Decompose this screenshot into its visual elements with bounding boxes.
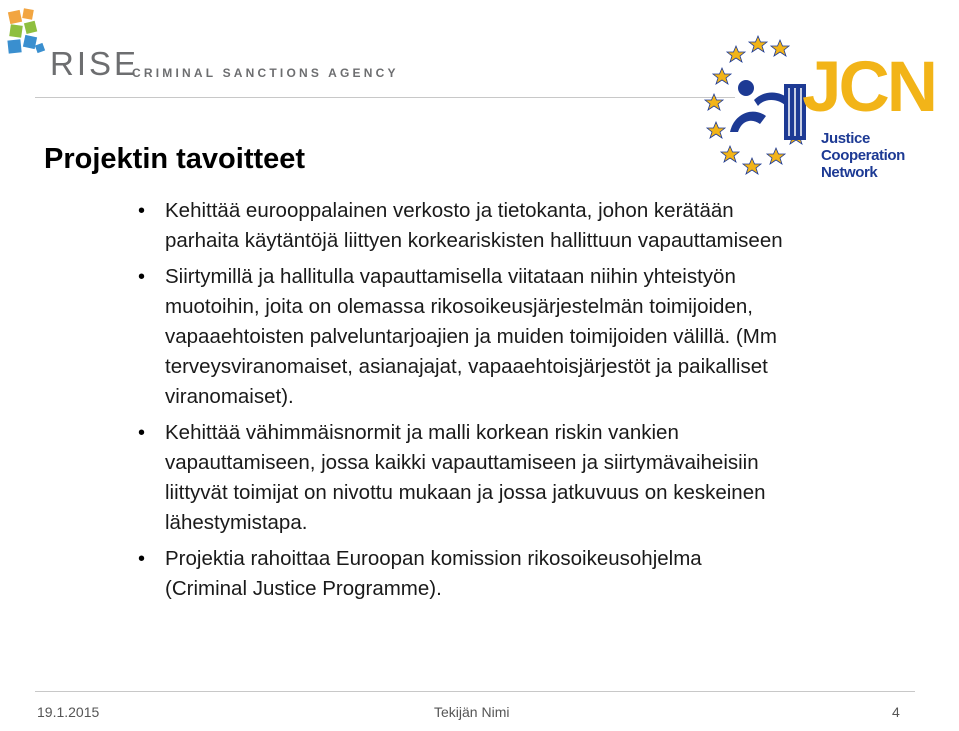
jcn-figure-body — [730, 112, 766, 132]
rise-mark-square-orange-1 — [8, 10, 22, 24]
bullet-item — [138, 418, 918, 538]
bullet-dot-icon: • — [138, 422, 146, 444]
bullet-text: Kehittää vähimmäisnormit ja malli korkean riskin vankien vapauttamiseen, jossa kaikki vapauttamiseen ja siirtymävaiheisiin liittyvät toimijat on nivottu mukaan ja jossa jatkuvuus on keskeinen lähestymistapa. — [165, 421, 766, 534]
rise-agency-name: CRIMINAL SANCTIONS AGENCY — [132, 66, 399, 80]
rise-logo — [6, 8, 399, 82]
bullet-dot-icon: • — [138, 548, 146, 570]
bullet-item — [138, 262, 918, 412]
star-8 — [743, 158, 761, 174]
star-4 — [771, 40, 789, 56]
bullet-list — [138, 196, 918, 610]
jcn-letters: JCN — [802, 48, 936, 127]
jcn-tagline-cooperation: Cooperation — [821, 147, 905, 164]
jcn-logo — [700, 28, 936, 186]
star-7 — [721, 146, 739, 162]
footer-divider — [35, 691, 915, 692]
footer-date: 19.1.2015 — [37, 704, 100, 720]
star-5 — [705, 94, 723, 110]
rise-wordmark: RISE — [50, 45, 140, 82]
star-9 — [767, 148, 785, 164]
star-3 — [749, 36, 767, 52]
footer-author: Tekijän Nimi — [434, 704, 510, 720]
jcn-tagline-network: Network — [821, 164, 878, 181]
bullet-text: Kehittää eurooppalainen verkosto ja tietokanta, johon kerätään parhaita käytäntöjä liittyen korkeariskisten hallittuun vapauttamiseen — [165, 199, 783, 252]
header-divider — [35, 97, 735, 98]
slide-title: Projektin tavoitteet — [44, 143, 306, 175]
star-1 — [713, 68, 731, 84]
rise-mark-square-orange-2 — [22, 8, 34, 20]
jcn-figure-head — [738, 80, 754, 96]
rise-mark-square-blue-3 — [35, 43, 45, 53]
star-6 — [707, 122, 725, 138]
rise-mark-square-blue-2 — [23, 35, 37, 49]
bullet-text: Projektia rahoittaa Euroopan komission rikosoikeusohjelma (Criminal Justice Programme). — [165, 547, 702, 600]
rise-mark-square-blue-1 — [7, 39, 21, 53]
bullet-text: Siirtymillä ja hallitulla vapauttamisella viitataan niihin yhteistyön muotoihin, joita on olemassa rikosoikeusjärjestelmän toimijoiden, vapaaehtoisten palveluntarjoajien ja muiden toimijoiden välillä. (Mm terveysviranomaiset, asianajajat, vapaaehtoisjärjestöt ja paikalliset viranomaiset). — [165, 265, 777, 408]
bullet-dot-icon: • — [138, 200, 146, 222]
rise-mark-square-green-1 — [9, 24, 23, 38]
rise-mark-square-green-2 — [24, 21, 37, 34]
star-2 — [727, 46, 745, 62]
bullet-item — [138, 196, 918, 256]
rise-logo-mark-icon — [6, 8, 48, 68]
footer-page-number: 4 — [892, 704, 900, 720]
bullet-item — [138, 544, 918, 604]
jcn-tagline-justice: Justice — [821, 130, 870, 147]
bullet-dot-icon: • — [138, 266, 146, 288]
